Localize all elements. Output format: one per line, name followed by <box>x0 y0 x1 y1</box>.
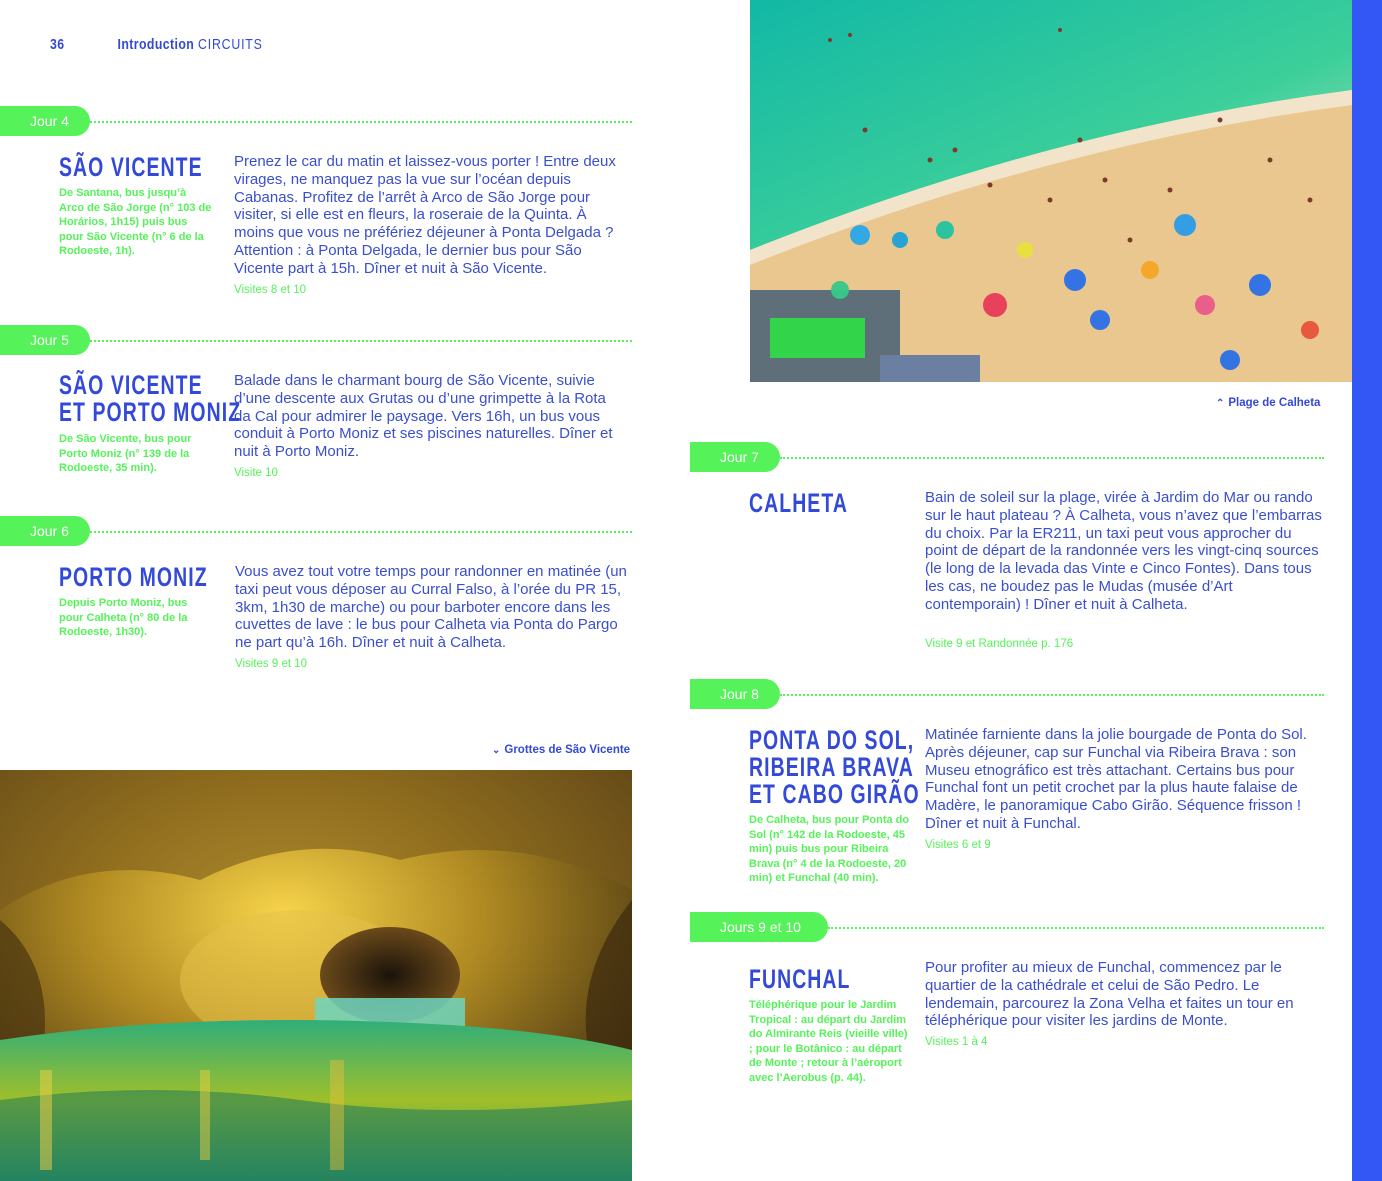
transport-info: Téléphérique pour le Jardim Tropical : au départ du Jardim do Almirante Reis (vieille ville) ; pour le Botânico : au départ de Monte ; retour à l’aéroport avec l’Aerobus (p. 44). <box>749 999 908 1084</box>
day-tag: Jour 6 <box>0 516 90 546</box>
transport-info: Depuis Porto Moniz, bus pour Calheta (n° 80 de la Rodoeste, 1h30). <box>59 597 188 638</box>
divider <box>780 457 1324 459</box>
visits-ref: Visites 9 et 10 <box>235 658 308 670</box>
visits-ref: Visites 6 et 9 <box>925 839 991 851</box>
place-title: PONTA DO SOL, RIBEIRA BRAVA ET CABO GIRÃO <box>749 725 920 809</box>
day-tag: Jour 8 <box>690 679 780 709</box>
edge-tab <box>1352 0 1382 1181</box>
caption-text: Grottes de São Vicente <box>504 744 631 756</box>
place-title: SÃO VICENTE ET PORTO MONIZ <box>59 370 242 427</box>
divider <box>90 531 632 533</box>
caption-text: Plage de Calheta <box>1228 397 1321 409</box>
divider <box>828 927 1324 929</box>
chevron-down-icon: ⌄ <box>492 745 501 756</box>
place-title: CALHETA <box>749 488 848 518</box>
visits-ref: Visites 8 et 10 <box>234 284 307 296</box>
day-description: Bain de soleil sur la plage, virée à Jardim do Mar ou rando sur le haut plateau ? À Calheta, vous n’avez que l’embarras du choix. Par la ER211, un taxi peut vous approcher du point de départ de la randonnée vers les vingt-cinq sources (le long de la levada das Vinte e Cinco Fontes). Dans tous les cas, ne boudez pas le Mudas (musée d’Art contemporain) ! Dîner et nuit à Calheta. <box>925 489 1322 613</box>
divider <box>90 340 632 342</box>
transport-info: De São Vicente, bus pour Porto Moniz (n° 139 de la Rodoeste, 35 min). <box>59 433 192 474</box>
divider <box>90 121 632 123</box>
running-header <box>50 36 263 53</box>
photo-caption <box>492 744 630 756</box>
day-description: Matinée farniente dans la jolie bourgade de Ponta do Sol. Après déjeuner, cap sur Funchal via Ribeira Brava : son Museu etnográfico est très attachant. Certains bus pour Funchal font un petit crochet par la plus haute falaise de Madère, le panoramique Cabo Girão. Séquence frisson ! Dîner et nuit à Funchal. <box>925 726 1307 832</box>
photo-caption <box>1216 397 1320 409</box>
page-number: 36 <box>50 36 65 53</box>
visits-ref: Visites 1 à 4 <box>925 1036 988 1048</box>
day-description: Prenez le car du matin et laissez-vous porter ! Entre deux virages, ne manquez pas la vue sur l’océan depuis Cabanas. Profitez de l’arrêt à Arco de São Jorge pour visiter, si elle est en fleurs, la roseraie de la Quinta. À moins que vous ne préfériez déjeuner à Ponta Delgada ? Attention : à Ponta Delgada, le dernier bus pour São Vicente part à 15h. Dîner et nuit à São Vicente. <box>234 153 616 277</box>
beach-photo <box>750 0 1352 382</box>
day-tag: Jours 9 et 10 <box>690 912 828 942</box>
place-title: PORTO MONIZ <box>59 562 208 592</box>
day-tag: Jour 7 <box>690 442 780 472</box>
transport-info: De Calheta, bus pour Ponta do Sol (n° 142 de la Rodoeste, 45 min) puis bus pour Ribeira Brava (n° 4 de la Rodoeste, 20 min) et Funchal (40 min). <box>749 814 910 884</box>
chevron-up-icon: ⌃ <box>1216 398 1225 409</box>
visits-ref: Visite 9 et Randonnée p. 176 <box>925 638 1074 650</box>
day-description: Balade dans le charmant bourg de São Vicente, suivie d’une descente aux Grutas ou d’une grimpette à la Rota da Cal pour admirer le paysage. Vers 16h, un bus vous conduit à Porto Moniz et ses piscines naturelles. Dîner et nuit à Porto Moniz. <box>234 372 613 461</box>
place-title: FUNCHAL <box>749 964 851 994</box>
day-tag: Jour 4 <box>0 106 90 136</box>
day-description: Vous avez tout votre temps pour randonner en matinée (un taxi peut vous déposer au Curral Falso, à l’orée du PR 15, 3km, 1h30 de marche) ou pour barboter encore dans les cuvettes de lave : le bus pour Calheta via Ponta do Pargo ne part qu’à 16h. Dîner et nuit à Calheta. <box>235 563 627 652</box>
section-title: Introduction <box>117 36 195 53</box>
visits-ref: Visite 10 <box>234 467 278 479</box>
day-tag: Jour 5 <box>0 325 90 355</box>
transport-info: De Santana, bus jusqu’à Arco de São Jorge (n° 103 de Horários, 1h15) puis bus pour São Vicente (n° 6 de la Rodoeste, 1h). <box>59 187 212 257</box>
place-title: SÃO VICENTE <box>59 152 203 182</box>
cave-photo <box>0 770 632 1181</box>
section-subtitle: CIRCUITS <box>198 36 263 53</box>
day-description: Pour profiter au mieux de Funchal, commencez par le quartier de la cathédrale et celui de São Pedro. Le lendemain, parcourez la Zona Velha et faites un tour en téléphérique pour visiter les jardins de Monte. <box>925 959 1294 1030</box>
divider <box>780 694 1324 696</box>
